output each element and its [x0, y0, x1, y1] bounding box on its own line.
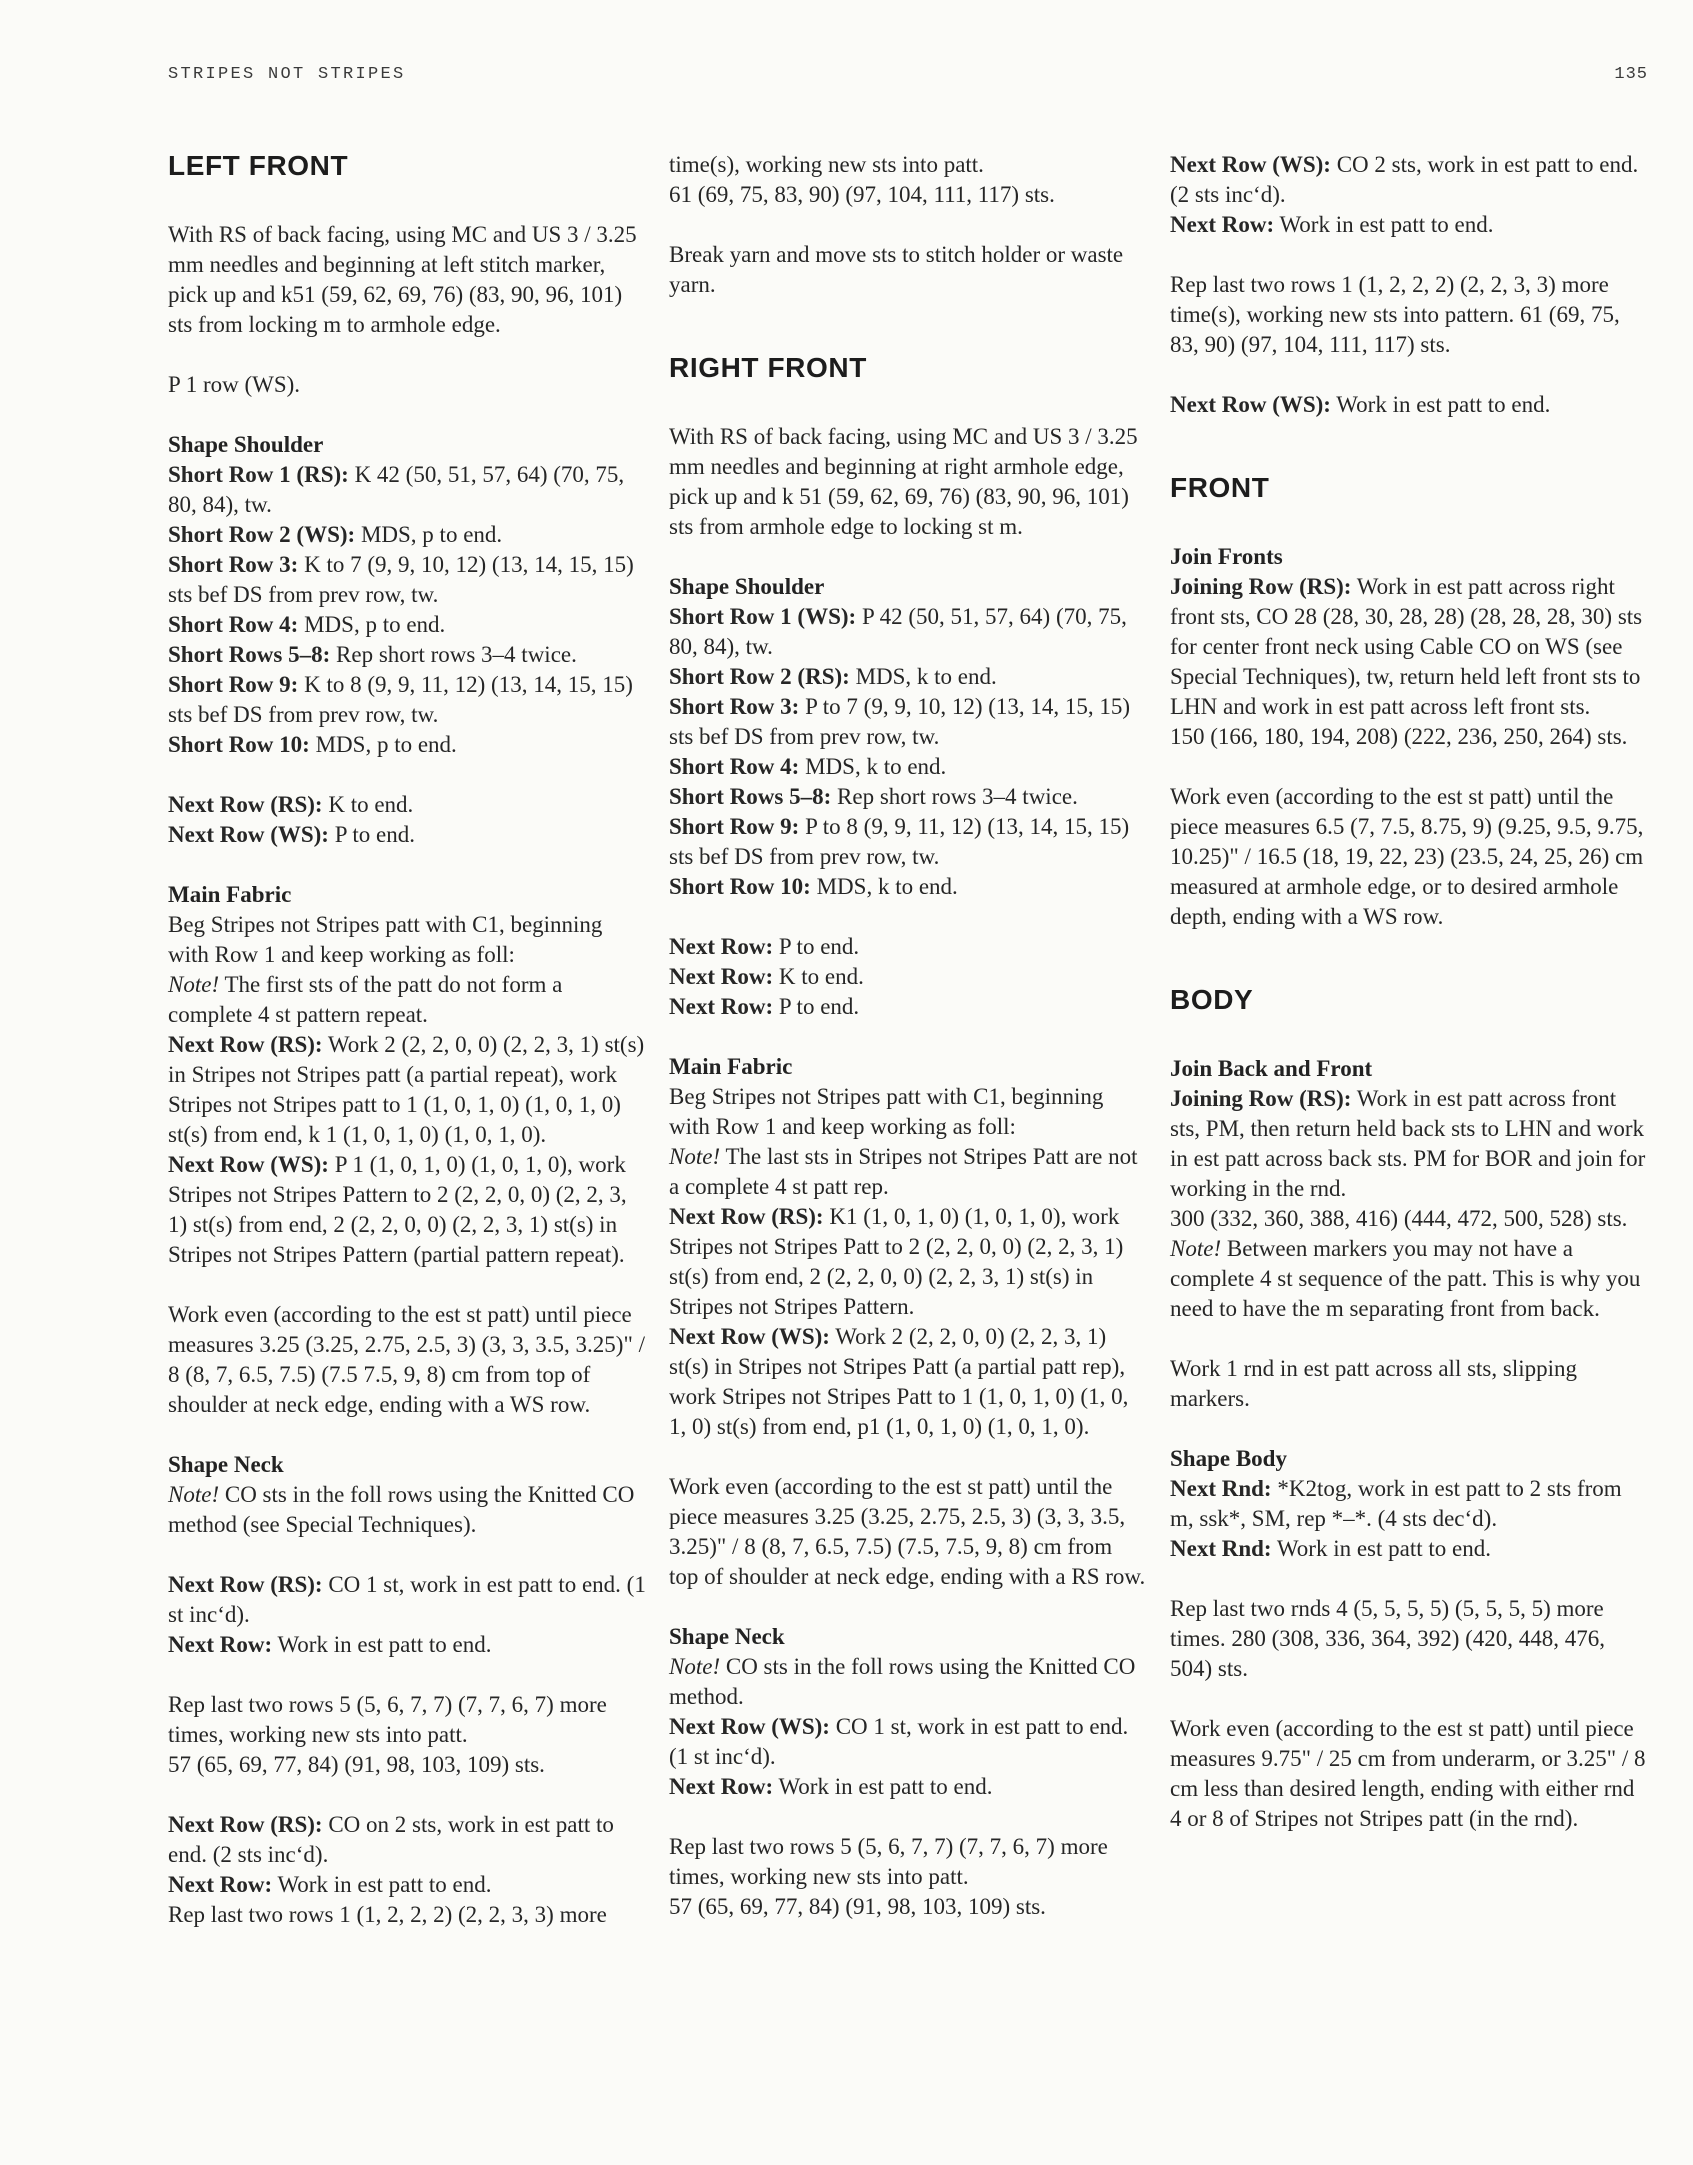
text-run: Rep last two rows 5 (5, 6, 7, 7) (7, 7, 6, 7) more times, working new sts into patt.: [669, 1834, 1108, 1889]
text-line: [1170, 150, 1648, 210]
text-run: Short Row 3:: [168, 552, 299, 577]
text-run: Next Row:: [669, 1774, 774, 1799]
text-line: [1170, 1354, 1648, 1414]
text-run: Work in est patt to end.: [1271, 1536, 1491, 1561]
text-run: Break yarn and move sts to stitch holder or waste yarn.: [669, 242, 1124, 297]
text-line: [669, 1082, 1147, 1142]
paragraph: [1170, 390, 1648, 420]
text-line: [1170, 1084, 1648, 1204]
paragraph: [168, 460, 646, 760]
text-line: [669, 692, 1147, 752]
text-run: Note!: [669, 1144, 721, 1169]
text-line: [669, 752, 1147, 782]
text-run: Next Row (RS):: [168, 1572, 323, 1597]
text-line: [669, 150, 1147, 180]
text-line: [168, 520, 646, 550]
text-run: Short Rows 5–8:: [168, 642, 331, 667]
text-line: [669, 240, 1147, 300]
subsection-heading: Join Back and Front: [1170, 1056, 1373, 1081]
text-run: With RS of back facing, using MC and US 3 / 3.25 mm needles and beginning at right armhole edge, pick up and k 51 (59, 62, 69, 76) (83, 90, 96, 101) sts from armhole edge to locking st m.: [669, 424, 1138, 539]
text-run: Work even (according to the est st patt) until piece measures 3.25 (3.25, 2.75, 2.5, 3) (3, 3, 3.5, 3.25)" / 8 (8, 7, 6.5, 7.5) (7.5 7.5, 9, 8) cm from top of shoulder at neck edge, ending with a WS row.: [168, 1302, 645, 1417]
text-line: [1170, 270, 1648, 360]
text-run: Work in est patt to end.: [1330, 392, 1551, 417]
text-line: [168, 610, 646, 640]
text-line: [168, 460, 646, 520]
text-run: Next Row:: [669, 994, 774, 1019]
text-line: [1170, 572, 1648, 722]
text-run: 300 (332, 360, 388, 416) (444, 472, 500, 528) sts.: [1170, 1206, 1628, 1231]
text-run: *K2tog, work in est patt to 2 sts from m, ssk*, SM, rep *–*. (4 sts dec‘d).: [1170, 1476, 1622, 1531]
text-run: 57 (65, 69, 77, 84) (91, 98, 103, 109) sts.: [669, 1894, 1046, 1919]
text-line: [168, 1150, 646, 1270]
text-line: [669, 1652, 1147, 1712]
running-head: STRIPES NOT STRIPES: [168, 65, 406, 84]
text-line: [669, 782, 1147, 812]
text-run: Short Row 3:: [669, 694, 800, 719]
paragraph: [168, 1690, 646, 1780]
section-heading: RIGHT FRONT: [669, 352, 867, 383]
text-run: Next Rnd:: [1170, 1536, 1272, 1561]
text-run: Rep last two rows 1 (1, 2, 2, 2) (2, 2, 3, 3) more time(s), working new sts into pattern. 61 (69, 75, 83, 90) (97, 104, 111, 117) sts.: [1170, 272, 1620, 357]
text-run: MDS, k to end.: [849, 664, 997, 689]
text-run: K to 8 (9, 9, 11, 12) (13, 14, 15, 15) sts bef DS from prev row, tw.: [168, 672, 633, 727]
text-run: Work in est patt across right front sts, CO 28 (28, 30, 28, 28) (28, 28, 28, 30) sts for center front neck using Cable CO on WS (see Special Techniques), tw, return held left front sts to LHN and work in est patt across left front sts.: [1170, 574, 1643, 719]
text-run: Next Row (RS):: [168, 792, 323, 817]
paragraph: [168, 1570, 646, 1660]
text-line: [1170, 722, 1648, 752]
text-run: Short Row 9:: [669, 814, 800, 839]
text-line: [1170, 1594, 1648, 1684]
paragraph: [1170, 1714, 1648, 1834]
section-heading: FRONT: [1170, 472, 1270, 503]
text-line: [669, 812, 1147, 872]
text-run: Note!: [168, 972, 220, 997]
text-run: Next Row:: [168, 1872, 273, 1897]
text-run: Next Row (RS):: [168, 1032, 323, 1057]
text-run: Note!: [1170, 1236, 1222, 1261]
text-line: [168, 1630, 646, 1660]
text-line: [168, 220, 646, 340]
text-run: Short Row 2 (WS):: [168, 522, 356, 547]
text-line: [669, 1772, 1147, 1802]
text-run: Work in est patt to end.: [272, 1632, 492, 1657]
paragraph: [168, 220, 646, 340]
paragraph: [1170, 1594, 1648, 1684]
text-run: Work 2 (2, 2, 0, 0) (2, 2, 3, 1) st(s) in Stripes not Stripes patt (a partial repeat), work Stripes not Stripes patt to 1 (1, 0, 1, 0) (1, 0, 1, 0) st(s) from end, k 1 (1, 0, 1, 0) (1, 0, 1, 0).: [168, 1032, 645, 1147]
page-header: [168, 64, 1648, 86]
subsection-heading: Shape Shoulder: [669, 574, 825, 599]
text-line: [168, 790, 646, 820]
paragraph: [168, 790, 646, 850]
paragraph: [669, 932, 1147, 1022]
text-run: K1 (1, 0, 1, 0) (1, 0, 1, 0), work Stripes not Stripes Patt to 2 (2, 2, 0, 0) (2, 2, 3, 1) st(s) from end, 2 (2, 2, 0, 0) (2, 2, 3, 1) st(s) in Stripes not Stripes Pattern.: [669, 1204, 1124, 1319]
text-run: P to end.: [328, 822, 416, 847]
text-run: CO sts in the foll rows using the Knitted CO method (see Special Techniques).: [168, 1482, 635, 1537]
text-run: time(s), working new sts into patt.: [669, 152, 984, 177]
subsection-heading: Join Fronts: [1170, 544, 1283, 569]
text-run: Next Row (WS):: [1170, 392, 1331, 417]
column-3: [1170, 150, 1648, 1930]
paragraph: [1170, 1474, 1648, 1564]
subsection-heading: Main Fabric: [669, 1054, 793, 1079]
text-run: Joining Row (RS):: [1170, 574, 1352, 599]
text-line: [168, 1300, 646, 1420]
text-line: [168, 1570, 646, 1630]
paragraph: [669, 602, 1147, 902]
text-line: [1170, 1474, 1648, 1534]
text-run: MDS, k to end.: [799, 754, 947, 779]
text-run: Work in est patt to end.: [773, 1774, 993, 1799]
paragraph: [669, 422, 1147, 542]
text-line: [669, 932, 1147, 962]
text-run: Work in est patt to end.: [272, 1872, 492, 1897]
text-line: [168, 1900, 646, 1930]
text-line: [1170, 1534, 1648, 1564]
paragraph: [168, 1810, 646, 1930]
page-content: [168, 64, 1648, 1930]
text-run: Short Row 2 (RS):: [669, 664, 850, 689]
text-run: Work 2 (2, 2, 0, 0) (2, 2, 3, 1) st(s) in Stripes not Stripes Patt (a partial patt rep), work Stripes not Stripes Patt to 1 (1, 0, 1, 0) (1, 0, 1, 0) st(s) from end, p1 (1, 0, 1, 0) (1, 0, 1, 0).: [669, 1324, 1129, 1439]
text-run: Next Row (WS):: [168, 822, 329, 847]
text-line: [1170, 1714, 1648, 1834]
text-run: Next Row:: [168, 1632, 273, 1657]
paragraph: [1170, 1354, 1648, 1414]
paragraph: [1170, 572, 1648, 752]
text-run: With RS of back facing, using MC and US 3 / 3.25 mm needles and beginning at left stitch marker, pick up and k51 (59, 62, 69, 76) (83, 90, 96, 101) sts from locking m to armhole edge.: [168, 222, 637, 337]
text-run: Short Rows 5–8:: [669, 784, 832, 809]
text-run: Work in est patt across front sts, PM, then return held back sts to LHN and work in est patt across back sts. PM for BOR and join for working in the rnd.: [1170, 1086, 1646, 1201]
text-run: Next Rnd:: [1170, 1476, 1272, 1501]
text-run: Short Row 4:: [168, 612, 299, 637]
paragraph: [168, 370, 646, 400]
text-run: Next Row (WS):: [1170, 152, 1331, 177]
text-run: Between markers you may not have a complete 4 st sequence of the patt. This is why you need to have the m separating front from back.: [1170, 1236, 1641, 1321]
text-run: Beg Stripes not Stripes patt with C1, beginning with Row 1 and keep working as foll:: [168, 912, 603, 967]
text-run: P 1 (1, 0, 1, 0) (1, 0, 1, 0), work Stripes not Stripes Pattern to 2 (2, 2, 0, 0) (2, 2, 3, 1) st(s) from end, 2 (2, 2, 0, 0) (2, 2, 3, 1) st(s) in Stripes not Stripes Pattern (partial pattern repeat).: [168, 1152, 627, 1267]
text-run: CO 1 st, work in est patt to end. (1 st inc‘d).: [669, 1714, 1129, 1769]
text-line: [669, 1142, 1147, 1202]
text-line: [168, 550, 646, 610]
text-line: [669, 1832, 1147, 1892]
column-1: [168, 150, 646, 1930]
text-line: [168, 730, 646, 760]
text-run: Rep short rows 3–4 twice.: [831, 784, 1078, 809]
text-line: [1170, 782, 1648, 932]
text-line: [1170, 210, 1648, 240]
text-line: [669, 602, 1147, 662]
text-line: [168, 1870, 646, 1900]
text-run: CO sts in the foll rows using the Knitted CO method.: [669, 1654, 1136, 1709]
text-line: [168, 970, 646, 1030]
text-run: The last sts in Stripes not Stripes Patt are not a complete 4 st patt rep.: [669, 1144, 1138, 1199]
text-run: K to end.: [322, 792, 414, 817]
text-run: P 1 row (WS).: [168, 372, 301, 397]
text-run: Short Row 1 (RS):: [168, 462, 349, 487]
text-line: [669, 872, 1147, 902]
text-line: [168, 1030, 646, 1150]
text-line: [669, 1472, 1147, 1592]
text-run: Short Row 4:: [669, 754, 800, 779]
subsection-heading: Shape Shoulder: [168, 432, 324, 457]
text-run: Next Row:: [1170, 212, 1275, 237]
text-line: [669, 992, 1147, 1022]
text-line: [168, 640, 646, 670]
subsection-heading: Shape Neck: [168, 1452, 284, 1477]
text-run: The first sts of the patt do not form a complete 4 st pattern repeat.: [168, 972, 563, 1027]
text-run: 57 (65, 69, 77, 84) (91, 98, 103, 109) sts.: [168, 1752, 545, 1777]
text-run: Next Row (WS):: [168, 1152, 329, 1177]
text-run: Rep last two rows 5 (5, 6, 7, 7) (7, 7, 6, 7) more times, working new sts into patt.: [168, 1692, 607, 1747]
text-run: Next Row (RS):: [669, 1204, 824, 1229]
text-run: K to end.: [773, 964, 864, 989]
text-line: [1170, 1204, 1648, 1234]
text-line: [168, 820, 646, 850]
text-run: Next Row:: [669, 934, 774, 959]
text-run: P to end.: [773, 934, 860, 959]
text-run: P to 8 (9, 9, 11, 12) (13, 14, 15, 15) sts bef DS from prev row, tw.: [669, 814, 1130, 869]
subsection-heading: Shape Body: [1170, 1446, 1287, 1471]
text-run: K to 7 (9, 9, 10, 12) (13, 14, 15, 15) sts bef DS from prev row, tw.: [168, 552, 634, 607]
text-line: [669, 1202, 1147, 1322]
text-run: MDS, p to end.: [355, 522, 503, 547]
text-run: Rep last two rnds 4 (5, 5, 5, 5) (5, 5, 5, 5) more times. 280 (308, 336, 364, 392) (420, 448, 476, 504) sts.: [1170, 1596, 1606, 1681]
text-line: [168, 670, 646, 730]
text-run: K 42 (50, 51, 57, 64) (70, 75, 80, 84), tw.: [168, 462, 625, 517]
paragraph: [669, 1652, 1147, 1802]
text-run: Beg Stripes not Stripes patt with C1, beginning with Row 1 and keep working as foll:: [669, 1084, 1104, 1139]
text-line: [168, 370, 646, 400]
text-run: 61 (69, 75, 83, 90) (97, 104, 111, 117) sts.: [669, 182, 1055, 207]
text-run: Rep last two rows 1 (1, 2, 2, 2) (2, 2, 3, 3) more: [168, 1902, 607, 1927]
paragraph: [1170, 782, 1648, 932]
text-line: [1170, 1234, 1648, 1324]
text-run: Work 1 rnd in est patt across all sts, slipping markers.: [1170, 1356, 1577, 1411]
text-run: Rep short rows 3–4 twice.: [330, 642, 577, 667]
paragraph: [168, 910, 646, 1270]
text-run: CO on 2 sts, work in est patt to end. (2 sts inc‘d).: [168, 1812, 614, 1867]
subsection-heading: Main Fabric: [168, 882, 292, 907]
text-run: Next Row (WS):: [669, 1324, 830, 1349]
text-line: [168, 1690, 646, 1750]
text-run: Work even (according to the est st patt) until the piece measures 3.25 (3.25, 2.75, 2.5, 3) (3, 3, 3.5, 3.25)" / 8 (8, 7, 6.5, 7.5) (7.5, 7.5, 9, 8) cm from top of shoulder at neck edge, ending with a RS row.: [669, 1474, 1146, 1589]
columns: [168, 150, 1648, 1930]
text-line: [669, 1322, 1147, 1442]
text-run: Joining Row (RS):: [1170, 1086, 1352, 1111]
text-run: Next Row (RS):: [168, 1812, 323, 1837]
text-line: [669, 180, 1147, 210]
text-line: [669, 422, 1147, 542]
text-run: Work even (according to the est st patt) until the piece measures 6.5 (7, 7.5, 8.75, 9) (9.25, 9.5, 9.75, 10.25)" / 16.5 (18, 19, 22, 23) (23.5, 24, 25, 26) cm measured at armhole edge, or to desired armhole depth, ending with a WS row.: [1170, 784, 1644, 929]
paragraph: [669, 1832, 1147, 1922]
text-run: 150 (166, 180, 194, 208) (222, 236, 250, 264) sts.: [1170, 724, 1628, 749]
text-run: Short Row 10:: [168, 732, 310, 757]
section-heading: BODY: [1170, 984, 1254, 1015]
text-run: CO 1 st, work in est patt to end. (1 st inc‘d).: [168, 1572, 646, 1627]
text-run: CO 2 sts, work in est patt to end. (2 sts inc‘d).: [1170, 152, 1639, 207]
text-line: [168, 1810, 646, 1870]
text-line: [168, 1480, 646, 1540]
text-run: P to end.: [773, 994, 860, 1019]
paragraph: [168, 1480, 646, 1540]
paragraph: [1170, 1084, 1648, 1324]
text-run: Note!: [168, 1482, 220, 1507]
text-line: [669, 1892, 1147, 1922]
paragraph: [669, 1082, 1147, 1442]
paragraph: [1170, 150, 1648, 240]
text-run: MDS, k to end.: [810, 874, 958, 899]
text-run: Note!: [669, 1654, 721, 1679]
text-run: Work in est patt to end.: [1274, 212, 1494, 237]
text-run: Work even (according to the est st patt) until piece measures 9.75" / 25 cm from underarm, or 3.25" / 8 cm less than desired length, ending with either rnd 4 or 8 of Stripes not Stripes patt (in the rnd).: [1170, 1716, 1646, 1831]
text-line: [168, 1750, 646, 1780]
text-run: MDS, p to end.: [309, 732, 457, 757]
paragraph: [669, 240, 1147, 300]
text-run: Short Row 10:: [669, 874, 811, 899]
text-run: P 42 (50, 51, 57, 64) (70, 75, 80, 84), tw.: [669, 604, 1127, 659]
subsection-heading: Shape Neck: [669, 1624, 785, 1649]
section-heading: LEFT FRONT: [168, 150, 349, 181]
text-line: [669, 962, 1147, 992]
text-run: P to 7 (9, 9, 10, 12) (13, 14, 15, 15) sts bef DS from prev row, tw.: [669, 694, 1131, 749]
text-line: [168, 910, 646, 970]
text-line: [669, 662, 1147, 692]
paragraph: [669, 150, 1147, 210]
text-run: MDS, p to end.: [298, 612, 446, 637]
paragraph: [1170, 270, 1648, 360]
page-number: 135: [1614, 65, 1648, 84]
column-2: [669, 150, 1147, 1930]
text-line: [1170, 390, 1648, 420]
text-line: [669, 1712, 1147, 1772]
text-run: Short Row 1 (WS):: [669, 604, 857, 629]
paragraph: [168, 1300, 646, 1420]
paragraph: [669, 1472, 1147, 1592]
text-run: Next Row:: [669, 964, 774, 989]
text-run: Short Row 9:: [168, 672, 299, 697]
text-run: Next Row (WS):: [669, 1714, 830, 1739]
